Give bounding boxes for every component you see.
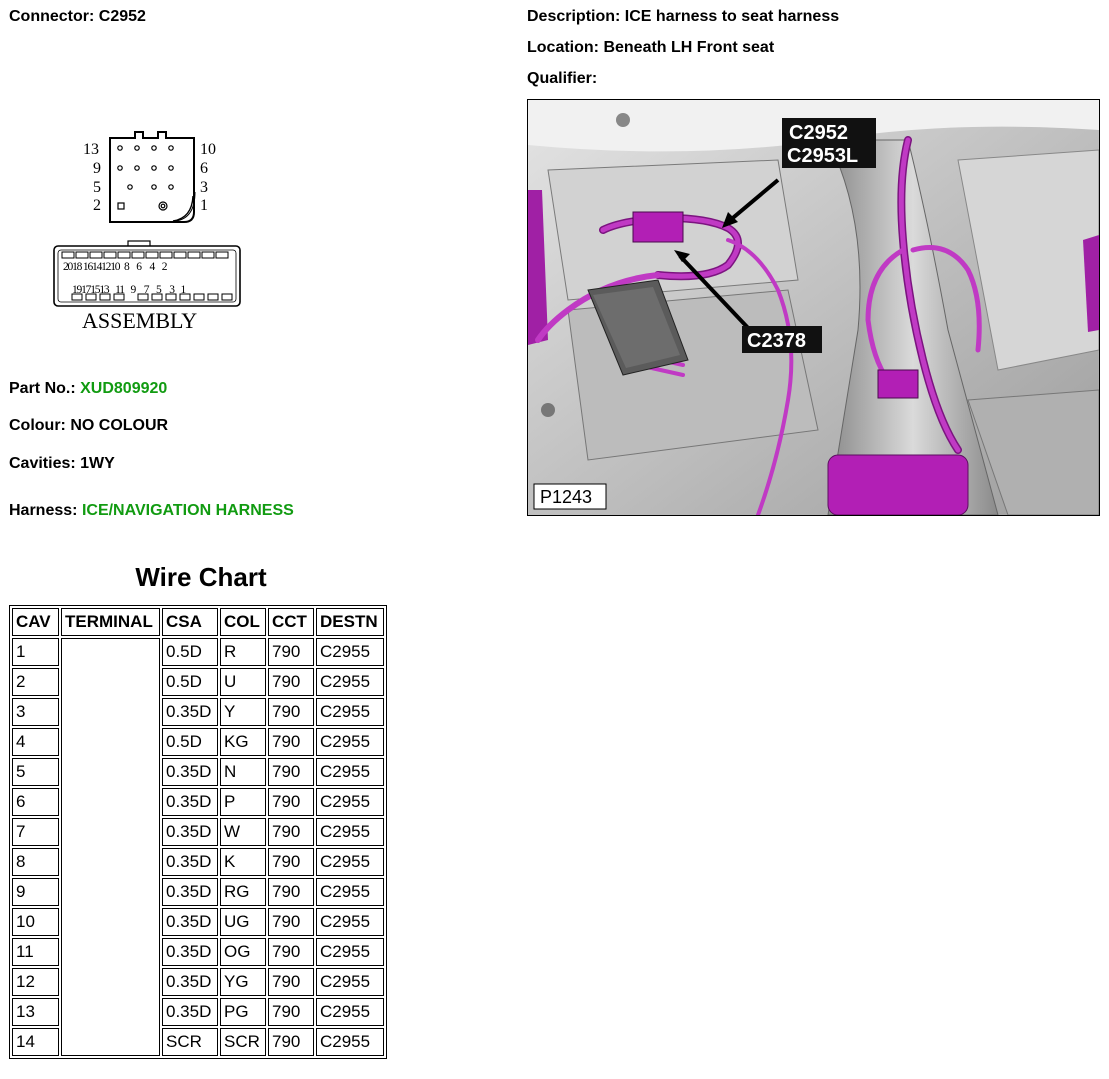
- column-header-destn: DESTN: [316, 608, 384, 636]
- column-header-cct: CCT: [268, 608, 314, 636]
- csa-cell: 0.35D: [162, 968, 218, 996]
- cav-cell: 5: [12, 758, 59, 786]
- colour-link[interactable]: SCR: [220, 1028, 266, 1056]
- pin-label-6: 6: [200, 160, 208, 177]
- cct-cell: 790: [268, 638, 314, 666]
- pin-label-9: 9: [93, 160, 101, 177]
- connector-face-diagram: [80, 126, 240, 226]
- terminal-cell: [61, 638, 160, 1056]
- harness-link[interactable]: ICE/NAVIGATION HARNESS: [81, 502, 294, 519]
- csa-cell: 0.35D: [162, 938, 218, 966]
- destination-link[interactable]: C2955: [316, 848, 384, 876]
- assembly-pin-6: 6: [136, 261, 141, 273]
- cct-cell: 790: [268, 668, 314, 696]
- destination-link[interactable]: C2955: [316, 788, 384, 816]
- connector-field: [9, 8, 146, 26]
- destination-link[interactable]: C2955: [316, 728, 384, 756]
- pin-label-2: 2: [93, 197, 101, 214]
- assembly-pin-1: 1: [180, 284, 186, 296]
- colour-link[interactable]: Y: [220, 698, 266, 726]
- column-header-col: COL: [220, 608, 266, 636]
- cct-cell: 790: [268, 728, 314, 756]
- destination-link[interactable]: C2955: [316, 668, 384, 696]
- assembly-pin-7: 7: [143, 284, 149, 296]
- colour-link[interactable]: KG: [220, 728, 266, 756]
- column-header-csa: CSA: [162, 608, 218, 636]
- description-label: Description:: [527, 8, 621, 25]
- cav-cell: 1: [12, 638, 59, 666]
- harness-label: Harness:: [9, 502, 78, 519]
- qualifier-label: Qualifier:: [527, 70, 598, 87]
- pin-label-5: 5: [93, 179, 101, 196]
- connector-value: C2952: [98, 8, 146, 25]
- cav-cell: 7: [12, 818, 59, 846]
- cav-cell: 10: [12, 908, 59, 936]
- csa-cell: 0.5D: [162, 638, 218, 666]
- csa-cell: 0.35D: [162, 698, 218, 726]
- callout-c2952: C2952: [789, 122, 848, 144]
- cav-cell: 6: [12, 788, 59, 816]
- colour-link[interactable]: W: [220, 818, 266, 846]
- cav-cell: 2: [12, 668, 59, 696]
- destination-link[interactable]: C2955: [316, 878, 384, 906]
- part-no-field: [9, 380, 167, 398]
- destination-link[interactable]: C2955: [316, 1028, 384, 1056]
- csa-cell: 0.5D: [162, 668, 218, 696]
- csa-cell: 0.35D: [162, 878, 218, 906]
- assembly-diagram: [50, 238, 250, 338]
- pin-label-10: 10: [200, 141, 216, 158]
- wire-chart-header-row: [12, 608, 384, 636]
- cav-cell: 4: [12, 728, 59, 756]
- colour-link[interactable]: R: [220, 638, 266, 666]
- cct-cell: 790: [268, 878, 314, 906]
- colour-link[interactable]: YG: [220, 968, 266, 996]
- cav-cell: 3: [12, 698, 59, 726]
- assembly-pin-16: 16: [82, 261, 93, 273]
- qualifier-field: [527, 70, 597, 88]
- colour-link[interactable]: P: [220, 788, 266, 816]
- description-field: [527, 8, 839, 26]
- assembly-pin-9: 9: [130, 284, 136, 296]
- csa-cell: 0.35D: [162, 848, 218, 876]
- destination-link[interactable]: C2955: [316, 998, 384, 1026]
- cav-cell: 8: [12, 848, 59, 876]
- figure-id: P1243: [540, 487, 593, 507]
- colour-link[interactable]: K: [220, 848, 266, 876]
- destination-link[interactable]: C2955: [316, 638, 384, 666]
- csa-cell: 0.35D: [162, 758, 218, 786]
- cct-cell: 790: [268, 908, 314, 936]
- cav-cell: 14: [12, 1028, 59, 1056]
- assembly-pin-14: 14: [92, 261, 102, 273]
- assembly-pin-4: 4: [149, 261, 155, 273]
- svg-text:2018 16141210 8 6: [63, 261, 168, 273]
- assembly-pin-20: 20: [63, 261, 73, 273]
- destination-link[interactable]: C2955: [316, 968, 384, 996]
- assembly-caption: ASSEMBLY: [82, 308, 198, 333]
- location-field: [527, 39, 774, 57]
- location-label: Location:: [527, 39, 599, 56]
- cav-cell: 12: [12, 968, 59, 996]
- cct-cell: 790: [268, 968, 314, 996]
- part-no-label: Part No.:: [9, 380, 76, 397]
- cav-cell: 9: [12, 878, 59, 906]
- wire-chart-body: [12, 638, 384, 1056]
- destination-link[interactable]: C2955: [316, 818, 384, 846]
- colour-link[interactable]: N: [220, 758, 266, 786]
- cavities-label: Cavities:: [9, 455, 76, 472]
- csa-cell: SCR: [162, 1028, 218, 1056]
- column-header-cav: CAV: [12, 608, 59, 636]
- cct-cell: 790: [268, 698, 314, 726]
- cct-cell: 790: [268, 998, 314, 1026]
- cavities-field: [9, 455, 115, 473]
- cav-cell: 13: [12, 998, 59, 1026]
- csa-cell: 0.35D: [162, 818, 218, 846]
- destination-link[interactable]: C2955: [316, 908, 384, 936]
- destination-link[interactable]: C2955: [316, 758, 384, 786]
- assembly-pin-17: 17: [81, 284, 91, 296]
- cct-cell: 790: [268, 938, 314, 966]
- assembly-pin-2: 2: [161, 261, 167, 273]
- cct-cell: 790: [268, 818, 314, 846]
- assembly-pin-3: 3: [169, 284, 174, 296]
- assembly-pin-10: 10: [110, 261, 120, 273]
- cct-cell: 790: [268, 758, 314, 786]
- assembly-pin-11: 11: [115, 284, 124, 296]
- colour-link[interactable]: PG: [220, 998, 266, 1026]
- cavities-value: 1WY: [80, 455, 115, 472]
- location-illustration: [527, 99, 1100, 516]
- colour-link[interactable]: OG: [220, 938, 266, 966]
- colour-link[interactable]: UG: [220, 908, 266, 936]
- colour-label: Colour:: [9, 417, 66, 434]
- part-no-link[interactable]: XUD809920: [80, 380, 168, 397]
- pin-label-3: 3: [200, 179, 208, 196]
- csa-cell: 0.35D: [162, 998, 218, 1026]
- harness-field: [9, 502, 294, 520]
- destination-link[interactable]: C2955: [316, 938, 384, 966]
- pin-label-1: 1: [200, 197, 208, 214]
- location-value: Beneath LH Front seat: [603, 39, 775, 56]
- colour-field: [9, 417, 168, 435]
- assembly-pin-15: 15: [90, 284, 100, 296]
- connector-label: Connector:: [9, 8, 95, 25]
- cct-cell: 790: [268, 1028, 314, 1056]
- cct-cell: 790: [268, 788, 314, 816]
- callout-c2378: C2378: [747, 330, 806, 352]
- colour-value: NO COLOUR: [70, 417, 169, 434]
- csa-cell: 0.5D: [162, 728, 218, 756]
- colour-link[interactable]: RG: [220, 878, 266, 906]
- callout-c2953l: C2953L: [787, 145, 859, 167]
- assembly-pin-18: 18: [72, 261, 82, 273]
- vehicle-floor-illustration: [528, 100, 1099, 515]
- assembly-pin-5: 5: [156, 284, 161, 296]
- cct-cell: 790: [268, 848, 314, 876]
- description-value: ICE harness to seat harness: [624, 8, 840, 25]
- pin-label-13: 13: [83, 141, 99, 158]
- wire-chart-table: [9, 605, 387, 1059]
- assembly-pin-13: 13: [99, 284, 109, 296]
- column-header-terminal: TERMINAL: [61, 608, 160, 636]
- destination-link[interactable]: C2955: [316, 698, 384, 726]
- table-row: [12, 638, 384, 666]
- assembly-pin-12: 12: [101, 261, 111, 273]
- wire-chart-title: Wire Chart: [135, 562, 267, 592]
- assembly-pin-19: 19: [72, 284, 82, 296]
- assembly-pin-8: 8: [124, 261, 129, 273]
- cav-cell: 11: [12, 938, 59, 966]
- colour-link[interactable]: U: [220, 668, 266, 696]
- csa-cell: 0.35D: [162, 908, 218, 936]
- csa-cell: 0.35D: [162, 788, 218, 816]
